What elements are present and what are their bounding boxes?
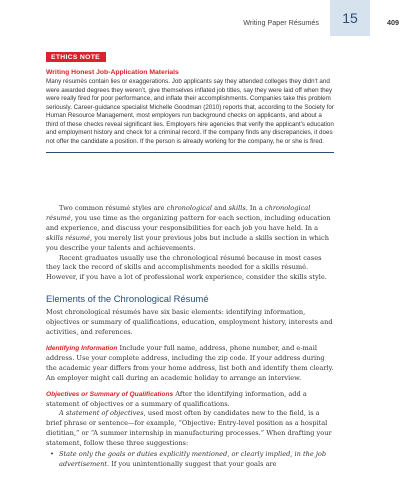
page-number: 409 [387,18,399,27]
ethics-note-body: Many résumés contain lies or exaggerations. Job applicants say they attended colleges they didn’t and were awarded degrees they weren’t, give themselves inflated job titles, say they were laid off when they were really fired for poor performance, and inflate their accomplishments. Companies take this problem seriously. Career-guidance specialist Michelle Goodman (2010) reports that, according to the Society for Human Resource Management, most employers run background checks on applicants, and about a third of these checks reveal significant lies. Employers hire agencies that verify the applicant’s education and employment history and check for a criminal record. If the company finds any discrepancies, it does not offer the candidate a position. If the person is already working for the company, he or she is fired. [46,78,334,153]
main-text [46,204,334,470]
chapter-number: 15 [342,10,358,26]
ethics-note-box [46,46,334,153]
list-item: • State only the goals or duties explicitly mentioned, or clearly implied, in the job advertisement. If you unintentionally suggest that your goals are [50,450,327,468]
paragraph-statement-of-objectives: A statement of objectives, used most often by candidates new to the field, is a brief phrase or sentence—for example, “Objective: Entry-level position as a hospital dietitian,” or “A summer internship in manufacturing processes.” When drafting your statement, follow these three suggestions: [46,409,332,448]
objectives-lead: Objectives or Summary of Qualifications [46,390,174,398]
chapter-tab [330,0,370,36]
paragraph-identifying-information: Identifying Information Include your full name, address, phone number, and e-mail address. Use your complete address, including the zip code. If your address during the academic year differs from your home address, list both and identify them clearly. An employer might call during an academic holiday to arrange an interview. [46,343,334,382]
paragraph-recent-graduates: Recent graduates usually use the chronological résumé because in most cases they lack the record of skills and accomplishments needed for a skills résumé. However, if you have a lot of professional work experience, consider the skills style. [46,253,327,282]
paragraph-resume-styles: Two common résumé styles are chronological and skills. In a chronological résumé, you use time as the organizing pattern for each section, including education and experience, and discuss your responsibilities for each job you have held. In a skills résumé, you merely list your previous jobs but include a skills section in which you describe your talents and achievements. [46,204,331,252]
identifying-information-lead: Identifying Information [46,344,118,352]
running-head: Writing Paper Résumés [243,18,319,27]
ethics-note-title: Writing Honest Job-Application Materials [46,69,179,76]
paragraph-six-elements: Most chronological résumés have six basic elements: identifying information, objectives or summary of qualifications, education, employment history, interests and activities, and references. [46,308,333,337]
ethics-note-label: ETHICS NOTE [46,52,106,62]
paragraph-objectives: Objectives or Summary of Qualifications After the identifying information, add a statement of objectives or a summary of qualifications. [46,389,307,408]
section-heading: Elements of the Chronological Résumé [46,293,209,305]
